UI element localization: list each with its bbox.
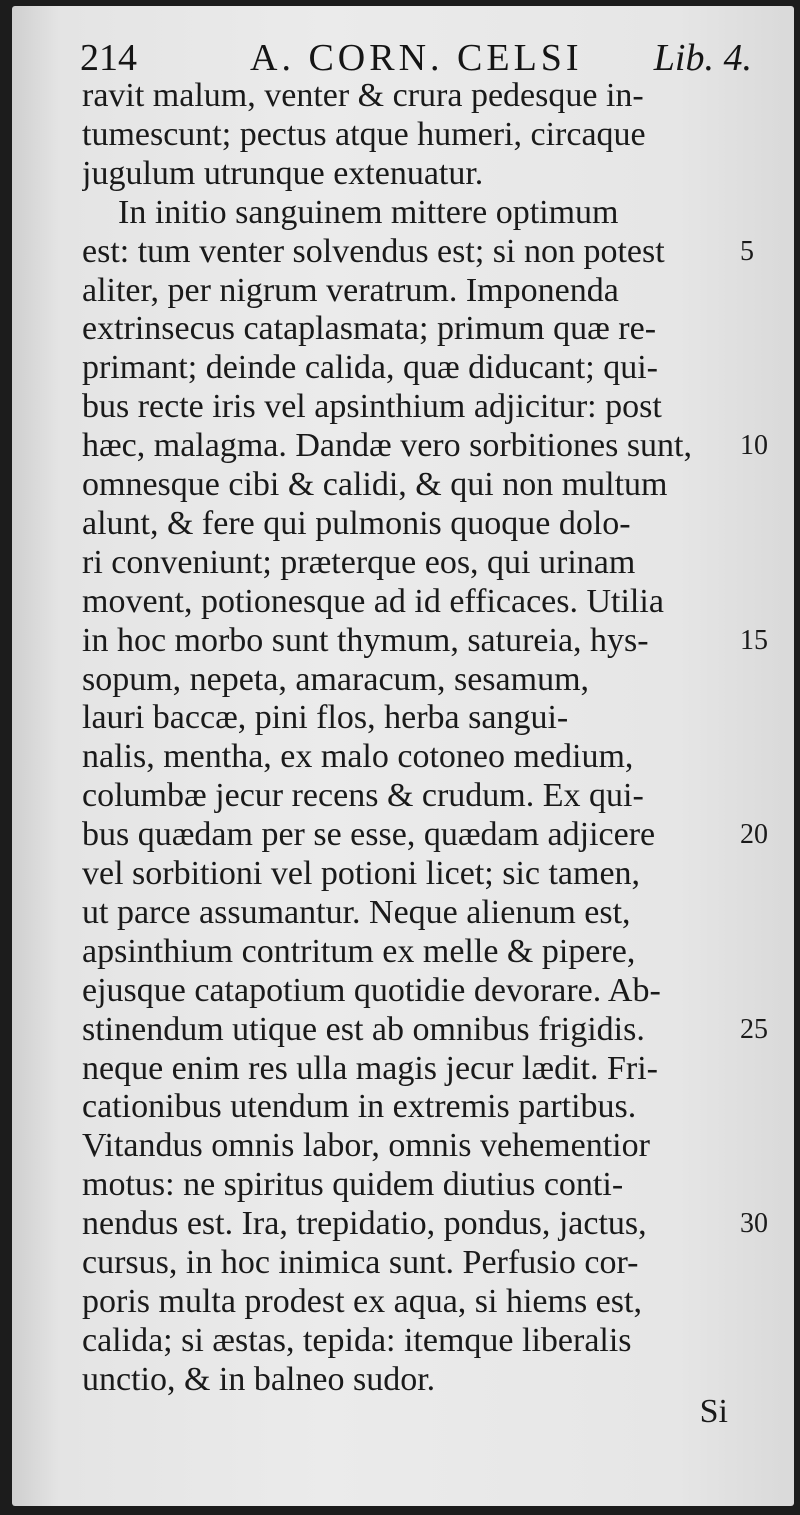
text-line: calida; si æstas, tepida: itemque liberalis: [82, 1322, 632, 1359]
text-line: movent, potionesque ad id efficaces. Utilia: [82, 583, 664, 620]
text-line: nendus est. Ira, trepidatio, pondus, jactus,: [82, 1205, 647, 1242]
text-line: lauri baccæ, pini flos, herba sangui-: [82, 699, 569, 736]
text-line: extrinsecus cataplasmata; primum quæ re-: [82, 310, 657, 347]
text-line: sopum, nepeta, amaracum, sesamum,: [82, 661, 590, 698]
running-head: [80, 36, 752, 80]
line-number-marker: 5: [740, 236, 754, 267]
text-line: omnesque cibi & calidi, & qui non multum: [82, 466, 668, 503]
line-number-marker: 30: [740, 1208, 768, 1239]
text-line: ravit malum, venter & crura pedesque in-: [82, 77, 644, 114]
running-title: A. CORN. CELSI: [250, 37, 583, 79]
text-line: aliter, per nigrum veratrum. Imponenda: [82, 272, 619, 309]
text-line: stinendum utique est ab omnibus frigidis.: [82, 1011, 645, 1048]
text-line: columbæ jecur recens & crudum. Ex qui-: [82, 777, 644, 814]
text-line: cationibus utendum in extremis partibus.: [82, 1088, 637, 1125]
text-line: in hoc morbo sunt thymum, satureia, hys-: [82, 622, 649, 659]
book-reference: Lib. 4.: [653, 37, 752, 79]
text-line: tumescunt; pectus atque humeri, circaque: [82, 116, 646, 153]
text-line: poris multa prodest ex aqua, si hiems est,: [82, 1283, 642, 1320]
line-number-marker: 20: [740, 819, 768, 850]
text-line: jugulum utrunque extenuatur.: [82, 155, 484, 192]
text-line: neque enim res ulla magis jecur lædit. Fri-: [82, 1050, 658, 1087]
text-line: ut parce assumantur. Neque alienum est,: [82, 894, 631, 931]
text-line: cursus, in hoc inimica sunt. Perfusio cor-: [82, 1244, 639, 1281]
text-line: primant; deinde calida, quæ diducant; qui-: [82, 349, 658, 386]
text-line: nalis, mentha, ex malo cotoneo medium,: [82, 738, 634, 775]
text-line: vel sorbitioni vel potioni licet; sic tamen,: [82, 855, 641, 892]
text-line: ri conveniunt; præterque eos, qui urinam: [82, 544, 636, 581]
line-number-marker: 25: [740, 1014, 768, 1045]
text-line: bus quædam per se esse, quædam adjicere: [82, 816, 656, 853]
text-line: unctio, & in balneo sudor.: [82, 1361, 436, 1398]
text-line: hæc, malagma. Dandæ vero sorbitiones sunt,: [82, 427, 693, 464]
text-line: motus: ne spiritus quidem diutius conti-: [82, 1166, 624, 1203]
text-line: Vitandus omnis labor, omnis vehementior: [82, 1127, 650, 1164]
text-line: alunt, & fere qui pulmonis quoque dolo-: [82, 505, 631, 542]
page-number: 214: [80, 37, 137, 79]
line-number-marker: 10: [740, 430, 768, 461]
catchword: Si: [699, 1393, 728, 1430]
text-line: apsinthium contritum ex melle & pipere,: [82, 933, 636, 970]
text-line: bus recte iris vel apsinthium adjicitur: post: [82, 388, 662, 425]
line-number-marker: 15: [740, 625, 768, 656]
text-line: est: tum venter solvendus est; si non potest: [82, 233, 665, 270]
text-line: In initio sanguinem mittere optimum: [118, 194, 619, 231]
text-line: ejusque catapotium quotidie devorare. Ab-: [82, 972, 661, 1009]
